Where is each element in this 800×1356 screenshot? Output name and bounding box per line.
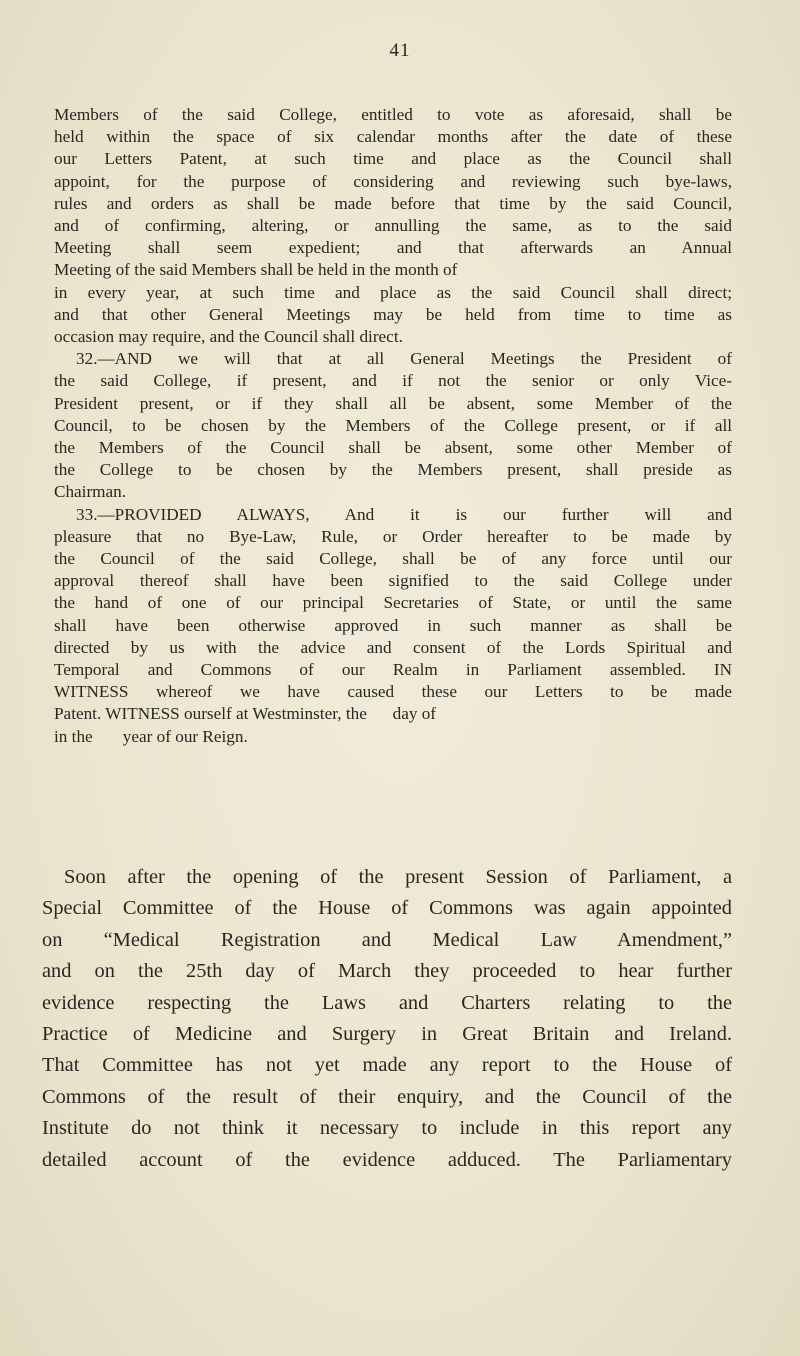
charter-line: in every year, at such time and place as the said Council shall direct; [54,282,732,302]
charter-line: the College to be chosen by the Members present, shall preside as [54,460,732,480]
charter-line: 33.—PROVIDED ALWAYS, And it is our further will and [76,504,732,524]
charter-line: approval thereof shall have been signified to the said College under [54,571,732,591]
narrative-line: Commons of the result of their enquiry, and the Council of the [42,1085,732,1108]
charter-line: Temporal and Commons of our Realm in Parliament assembled. IN [54,660,732,680]
charter-text [54,104,732,748]
charter-line: the Council of the said College, shall be of any force until our [54,549,732,569]
charter-line: Patent. WITNESS ourself at Westminster, the day of [54,704,437,724]
page-number: 41 [389,40,411,61]
charter-line: and that other General Meetings may be held from time to time as [54,304,732,324]
narrative-line: and on the 25th day of March they proceeded to hear further [42,960,732,983]
charter-line: pleasure that no Bye-Law, Rule, or Order hereafter to be made by [54,526,732,546]
charter-line: the said College, if present, and if not the senior or only Vice- [54,371,732,391]
charter-line: Chairman. [54,482,127,502]
charter-line: in the year of our Reign. [54,726,248,746]
charter-line: Members of the said College, entitled to vote as aforesaid, shall be [54,105,732,124]
charter-line: Meeting of the said Members shall be held in the month of [54,260,458,280]
narrative-line: Practice of Medicine and Surgery in Great Britain and Ireland. [42,1023,732,1046]
charter-line: held within the space of six calendar months after the date of these [54,127,732,147]
charter-line: the Members of the Council shall be absent, some other Member of [54,438,732,458]
charter-line: Meeting shall seem expedient; and that afterwards an Annual [54,238,732,258]
charter-line: President present, or if they shall all be absent, some Member of the [54,393,732,413]
charter-line: our Letters Patent, at such time and place as the Council shall [54,149,732,169]
charter-line: shall have been otherwise approved in such manner as shall be [54,615,732,635]
charter-line: Council, to be chosen by the Members of the College present, or if all [54,415,732,435]
narrative-line: Institute do not think it necessary to include in this report any [42,1117,732,1140]
narrative-line: That Committee has not yet made any report to the House of [42,1054,732,1077]
charter-line: 32.—AND we will that at all General Meetings the President of [76,349,732,369]
narrative-line: Soon after the opening of the present Session of Parliament, a [64,866,732,888]
charter-line: rules and orders as shall be made before that time by the said Council, [54,193,732,213]
charter-line: appoint, for the purpose of considering and reviewing such bye-laws, [54,171,732,191]
narrative-line: evidence respecting the Laws and Charters relating to the [42,991,732,1014]
narrative-line: Special Committee of the House of Commons was again appointed [42,897,732,920]
charter-line: the hand of one of our principal Secretaries of State, or until the same [54,593,732,613]
charter-line: and of confirming, altering, or annulling the same, as to the said [54,216,732,236]
narrative-text [42,862,732,1176]
charter-line: occasion may require, and the Council shall direct. [54,327,403,347]
narrative-line: on “Medical Registration and Medical Law Amendment,” [42,928,732,951]
narrative-line: detailed account of the evidence adduced. The Parliamentary [42,1148,732,1171]
charter-line: directed by us with the advice and consent of the Lords Spiritual and [54,637,732,657]
charter-line: WITNESS whereof we have caused these our Letters to be made [54,682,732,702]
